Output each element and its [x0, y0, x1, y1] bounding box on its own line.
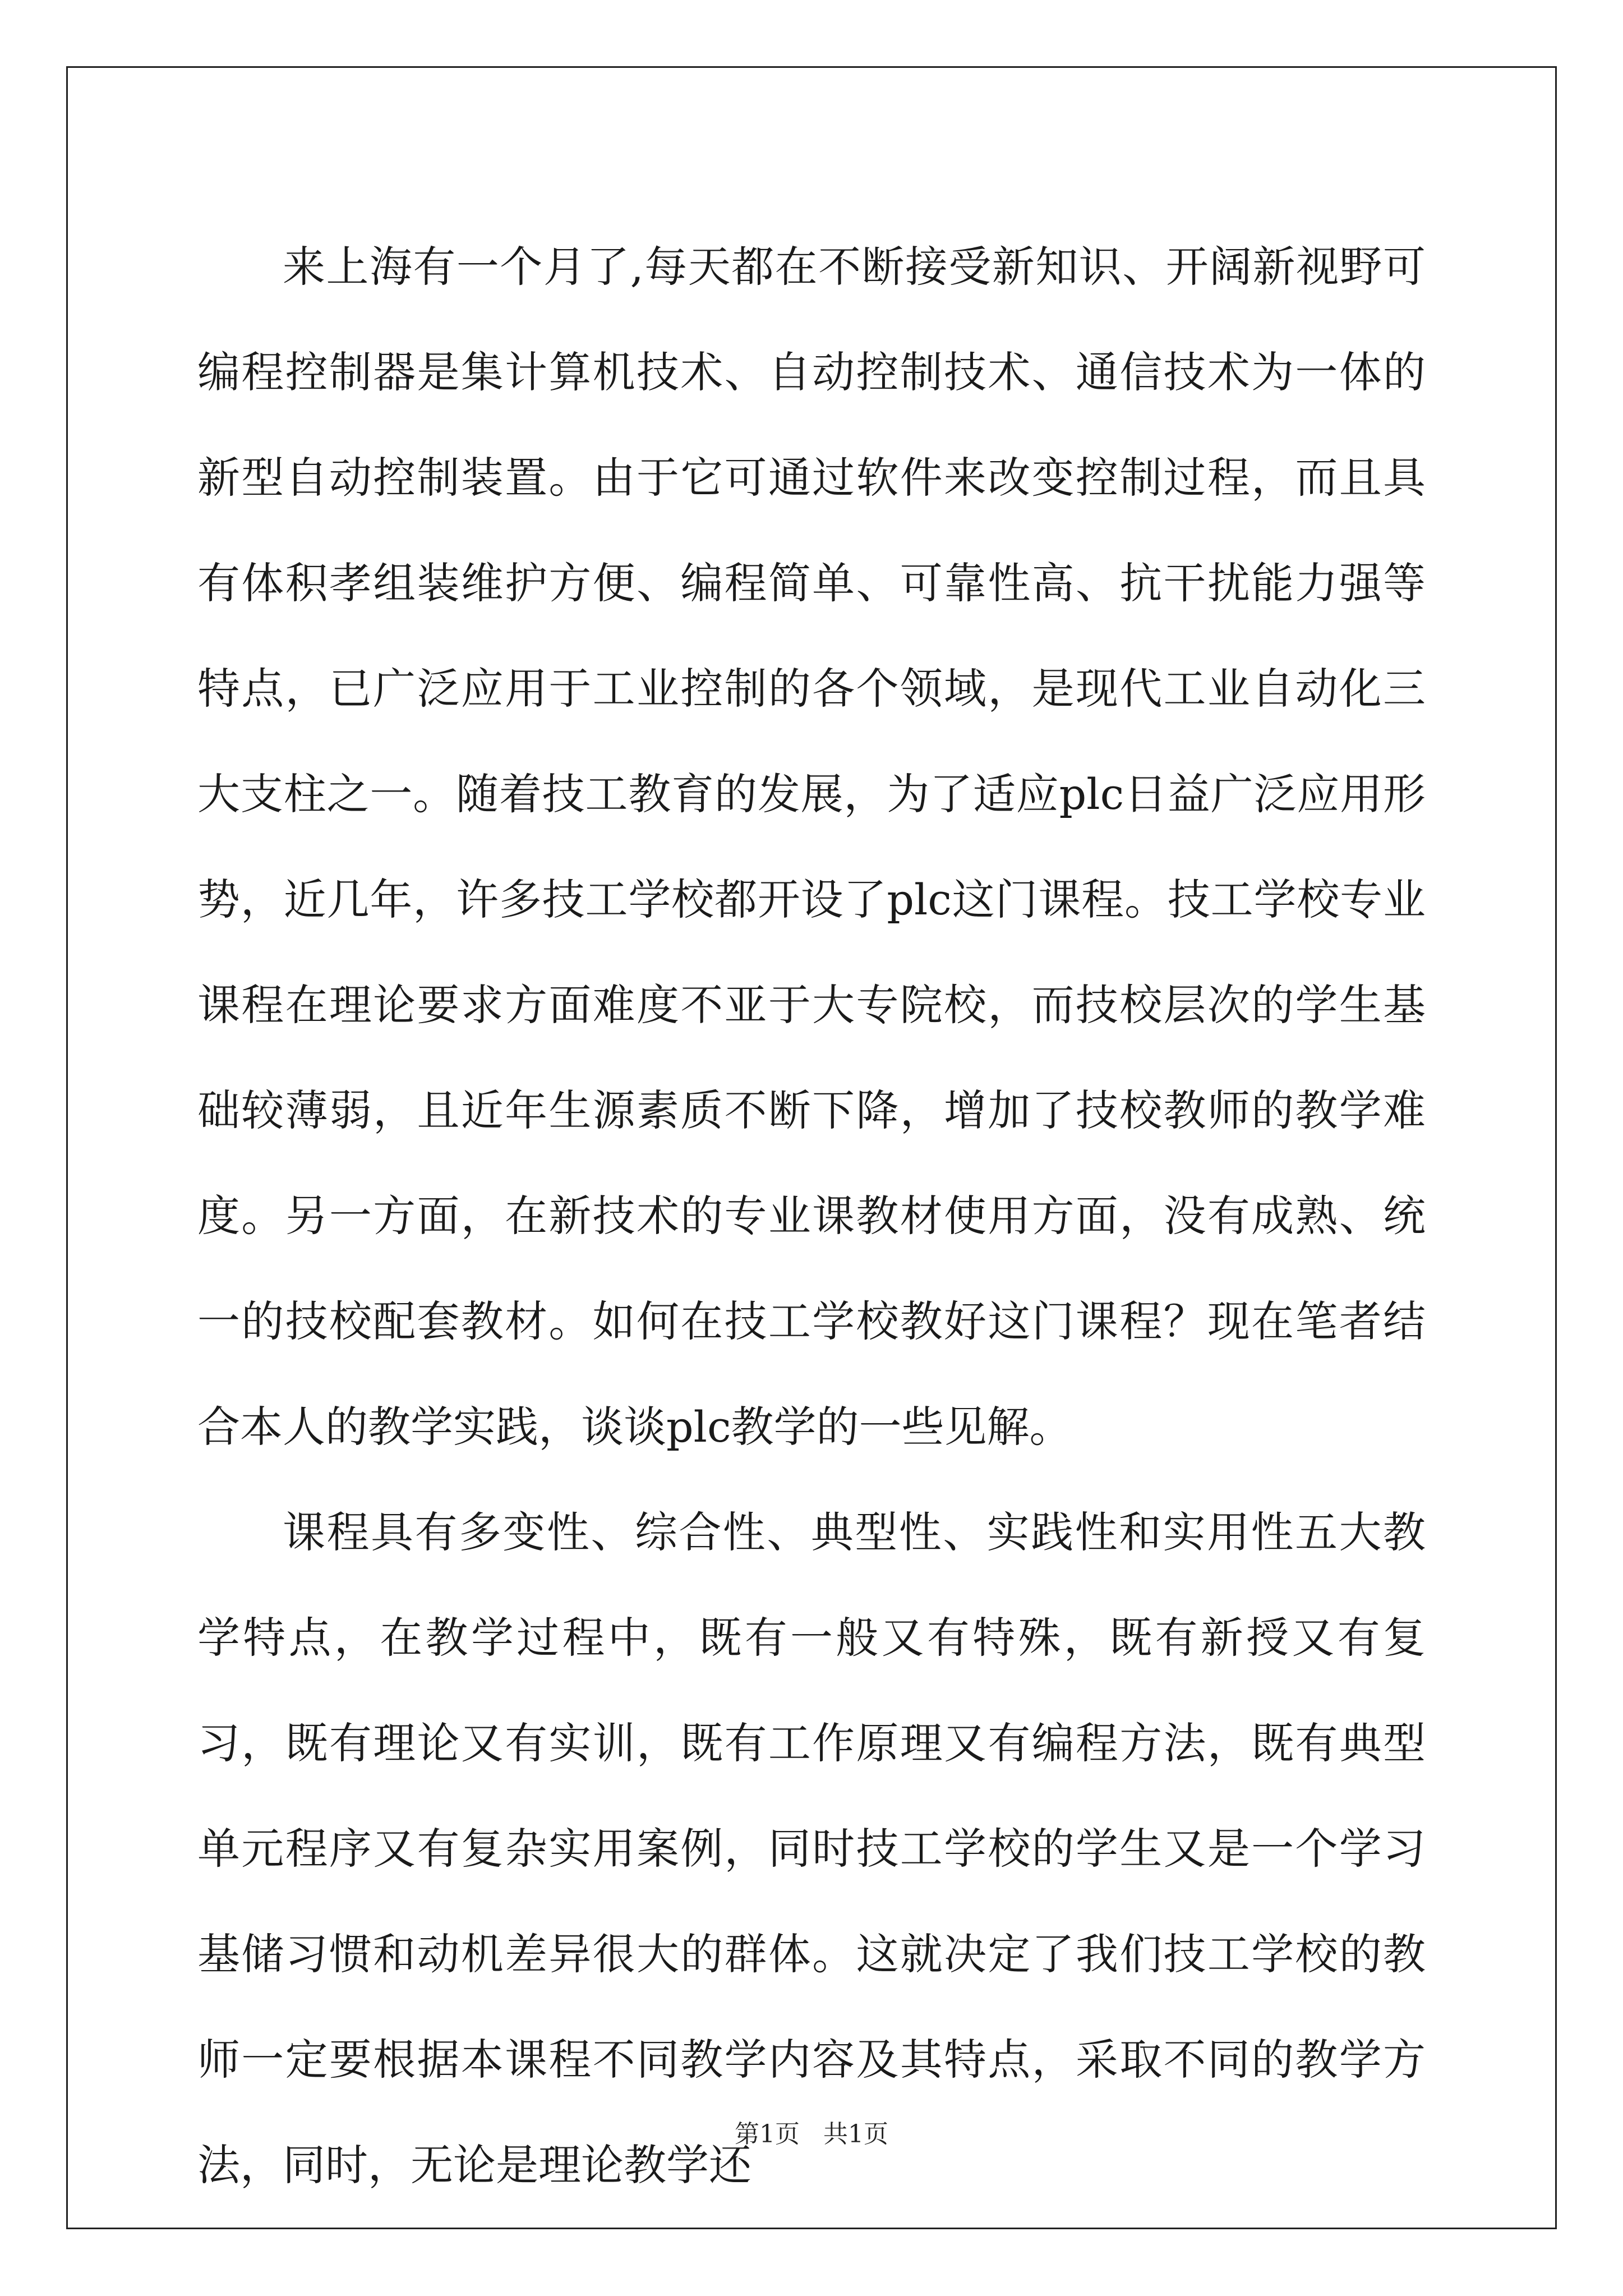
- page-number: 第1页: [735, 2120, 800, 2148]
- document-body: [197, 214, 1426, 2218]
- paragraph-1: 来上海有一个月了,每天都在不断接受新知识、开阔新视野可编程控制器是集计算机技术、自动控制技术、通信技术为一体的新型自动控制装置。由于它可通过软件来改变控制过程，而且具有体积孝组装维护方便、编程简单、可靠性高、抗干扰能力强等特点，已广泛应用于工业控制的各个领域，是现代工业自动化三大支柱之一。随着技工教育的发展，为了适应plc日益广泛应用形势，近几年，许多技工学校都开设了plc这门课程。技工学校专业课程在理论要求方面难度不亚于大专院校，而技校层次的学生基础较薄弱，且近年生源素质不断下降，增加了技校教师的教学难度。另一方面，在新技术的专业课教材使用方面，没有成熟、统一的技校配套教材。如何在技工学校教好这门课程？现在笔者结合本人的教学实践，谈谈plc教学的一些见解。: [197, 242, 1426, 1452]
- page-total: 共1页: [823, 2120, 888, 2148]
- page-footer: [0, 2114, 1623, 2150]
- paragraph-2: 课程具有多变性、综合性、典型性、实践性和实用性五大教学特点，在教学过程中，既有一般又有特殊，既有新授又有复习，既有理论又有实训，既有工作原理又有编程方法，既有典型单元程序又有复杂实用案例，同时技工学校的学生又是一个学习基储习惯和动机差异很大的群体。这就决定了我们技工学校的教师一定要根据本课程不同教学内容及其特点，采取不同的教学方法，同时，无论是理论教学还: [197, 1507, 1426, 2190]
